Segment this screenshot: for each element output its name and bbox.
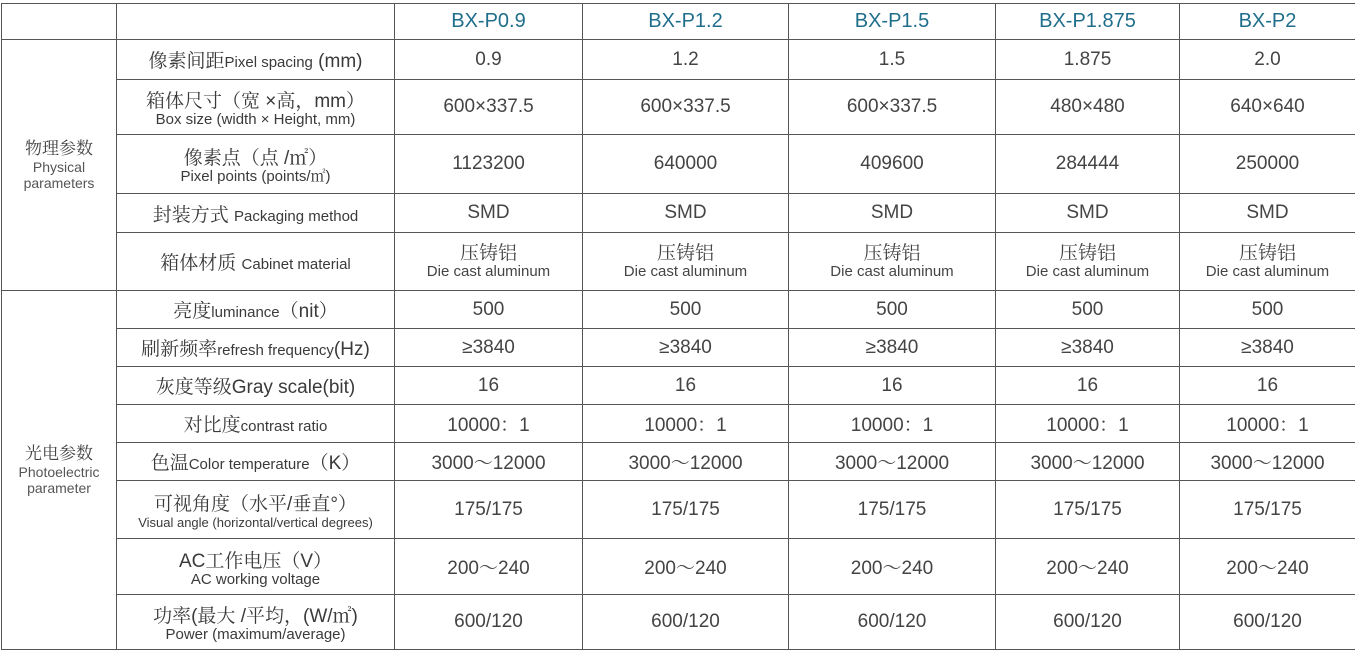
row-label-pixel-spacing [117, 40, 395, 80]
model-header: BX-P1.2 [583, 4, 789, 40]
value-cell: 480×480 [996, 80, 1180, 135]
table-row [2, 291, 1355, 329]
row-label-cabinet [117, 233, 395, 291]
value-cell: 3000～12000 [789, 443, 996, 481]
model-header: BX-P2 [1180, 4, 1355, 40]
table-row [2, 405, 1355, 443]
value-cell: 200～240 [1180, 539, 1355, 595]
label-en: luminance [211, 304, 280, 321]
label-unit: (Hz) [333, 339, 370, 360]
row-label-packaging [117, 194, 395, 233]
row-label-color-temperature [117, 443, 395, 481]
label-header-cell [117, 4, 395, 40]
label-en: Gray scale(bit) [231, 377, 356, 398]
label-en: Cabinet material [241, 256, 351, 273]
value-cell: 10000：1 [996, 405, 1180, 443]
table-row [2, 481, 1355, 539]
value-cell: 200～240 [996, 539, 1180, 595]
model-header: BX-P1.875 [996, 4, 1180, 40]
row-label-refresh [117, 329, 395, 367]
value-cell: ≥3840 [395, 329, 583, 367]
label-en: Pixel points (points/㎡) [180, 168, 331, 185]
label-cn: 封装方式 [152, 204, 235, 226]
value-cell: ≥3840 [583, 329, 789, 367]
value-cell: 16 [996, 367, 1180, 405]
value-en: Die cast aluminum [426, 262, 551, 280]
group-title-en: Photoelectric [18, 464, 100, 480]
row-label-visual-angle [117, 481, 395, 539]
value-cell: 200～240 [789, 539, 996, 595]
value-cell: SMD [996, 194, 1180, 233]
value-cn: 压铸铝 [1058, 242, 1116, 264]
value-cell: 500 [1180, 291, 1355, 329]
label-en: contrast ratio [240, 418, 328, 435]
value-cell: 10000：1 [789, 405, 996, 443]
label-cn: 箱体尺寸（宽 ×高，mm） [145, 91, 366, 112]
table-row [2, 595, 1355, 650]
value-cell: ≥3840 [996, 329, 1180, 367]
label-en: Visual angle (horizontal/vertical degrees) [138, 514, 373, 530]
label-cn: 像素间距 [148, 51, 225, 72]
model-header: BX-P1.5 [789, 4, 996, 40]
value-cell: ≥3840 [1180, 329, 1355, 367]
value-cell: SMD [395, 194, 583, 233]
label-en: Box size (width × Height, mm) [155, 111, 356, 128]
label-cn: 色温 [150, 453, 189, 474]
table-row [2, 233, 1355, 291]
group-physical [2, 40, 117, 291]
value-cell: 2.0 [1180, 40, 1355, 80]
label-unit: （K） [309, 453, 361, 474]
model-header: BX-P0.9 [395, 4, 583, 40]
value-cell: 500 [583, 291, 789, 329]
value-cell: 16 [1180, 367, 1355, 405]
value-cell [996, 233, 1180, 291]
label-en: Pixel spacing [224, 54, 313, 71]
value-en: Die cast aluminum [830, 262, 954, 280]
value-cell: 16 [395, 367, 583, 405]
group-title-en: Physical [32, 159, 86, 175]
row-label-pixel-points [117, 135, 395, 194]
value-cell: 200～240 [583, 539, 789, 595]
label-cn: 像素点（点 /㎡） [183, 148, 328, 169]
value-cell [789, 233, 996, 291]
group-title-en: parameters [23, 175, 95, 191]
label-unit: (mm) [312, 51, 363, 72]
label-en: Color temperature [188, 456, 310, 473]
value-cell: 1.875 [996, 40, 1180, 80]
row-label-power [117, 595, 395, 650]
value-cell: 600/120 [395, 595, 583, 650]
group-title-cn: 光电参数 [25, 444, 93, 463]
table-row [2, 367, 1355, 405]
value-cell [1180, 233, 1355, 291]
value-cell: 3000～12000 [395, 443, 583, 481]
value-cell: 1.5 [789, 40, 996, 80]
value-cell: 284444 [996, 135, 1180, 194]
row-label-ac-voltage [117, 539, 395, 595]
value-cn: 压铸铝 [656, 242, 714, 264]
value-cn: 压铸铝 [863, 242, 921, 264]
corner-cell [2, 4, 117, 40]
value-cell: 1.2 [583, 40, 789, 80]
value-cell: 200～240 [395, 539, 583, 595]
value-cell: 0.9 [395, 40, 583, 80]
value-en: Die cast aluminum [623, 262, 748, 280]
label-cn: 刷新频率 [141, 339, 218, 360]
value-cell: 175/175 [996, 481, 1180, 539]
label-unit: （nit） [279, 301, 338, 322]
label-cn: 可视角度（水平/垂直°） [154, 493, 357, 515]
value-cell: 500 [395, 291, 583, 329]
table-row [2, 539, 1355, 595]
label-cn: 箱体材质 [160, 253, 242, 274]
value-cell: 10000：1 [1180, 405, 1355, 443]
value-cell: 409600 [789, 135, 996, 194]
value-cell: 175/175 [395, 481, 583, 539]
table-row [2, 194, 1355, 233]
value-cell: 1123200 [395, 135, 583, 194]
value-cell: 600/120 [583, 595, 789, 650]
value-cell: 3000～12000 [996, 443, 1180, 481]
value-cell: 600/120 [1180, 595, 1355, 650]
value-cell: 640×640 [1180, 80, 1355, 135]
value-cell: 175/175 [1180, 481, 1355, 539]
table-row [2, 443, 1355, 481]
value-en: Die cast aluminum [1205, 262, 1330, 280]
label-cn: 亮度 [173, 301, 212, 322]
value-cell: 600×337.5 [789, 80, 996, 135]
group-title-en: parameter [27, 480, 91, 496]
row-label-box-size [117, 80, 395, 135]
label-en: refresh frequency [217, 342, 334, 359]
label-en: Power (maximum/average) [165, 626, 346, 643]
value-cell: 600/120 [996, 595, 1180, 650]
table-row [2, 135, 1355, 194]
value-cell [583, 233, 789, 291]
value-cell: SMD [789, 194, 996, 233]
value-cell: 600/120 [789, 595, 996, 650]
value-cell: 640000 [583, 135, 789, 194]
row-label-contrast [117, 405, 395, 443]
label-en: AC working voltage [190, 570, 321, 588]
group-photoelectric [2, 291, 117, 650]
value-cn: 压铸铝 [1238, 242, 1296, 264]
value-cell: 3000～12000 [1180, 443, 1355, 481]
value-cell: SMD [1180, 194, 1355, 233]
value-cell: ≥3840 [789, 329, 996, 367]
value-cell: SMD [583, 194, 789, 233]
value-cell: 600×337.5 [395, 80, 583, 135]
value-cell: 16 [789, 367, 996, 405]
value-cell: 10000：1 [395, 405, 583, 443]
row-label-gray-scale [117, 367, 395, 405]
label-cn: 对比度 [183, 415, 241, 436]
value-cell: 500 [789, 291, 996, 329]
value-cell: 500 [996, 291, 1180, 329]
value-cell: 250000 [1180, 135, 1355, 194]
header-row [2, 4, 1355, 40]
table-row [2, 80, 1355, 135]
label-en: Packaging method [234, 207, 359, 225]
value-cn: 压铸铝 [459, 242, 517, 264]
label-cn: AC工作电压（V） [178, 550, 333, 572]
spec-table [1, 3, 1355, 650]
value-cell [395, 233, 583, 291]
value-cell: 3000～12000 [583, 443, 789, 481]
label-cn: 灰度等级 [155, 377, 232, 398]
value-cell: 16 [583, 367, 789, 405]
value-cell: 10000：1 [583, 405, 789, 443]
table-row [2, 329, 1355, 367]
group-title-cn: 物理参数 [25, 139, 93, 158]
value-cell: 175/175 [583, 481, 789, 539]
label-cn: 功率(最大 /平均，(W/㎡) [153, 606, 358, 627]
table-row [2, 40, 1355, 80]
row-label-luminance [117, 291, 395, 329]
value-en: Die cast aluminum [1025, 262, 1150, 280]
value-cell: 600×337.5 [583, 80, 789, 135]
value-cell: 175/175 [789, 481, 996, 539]
